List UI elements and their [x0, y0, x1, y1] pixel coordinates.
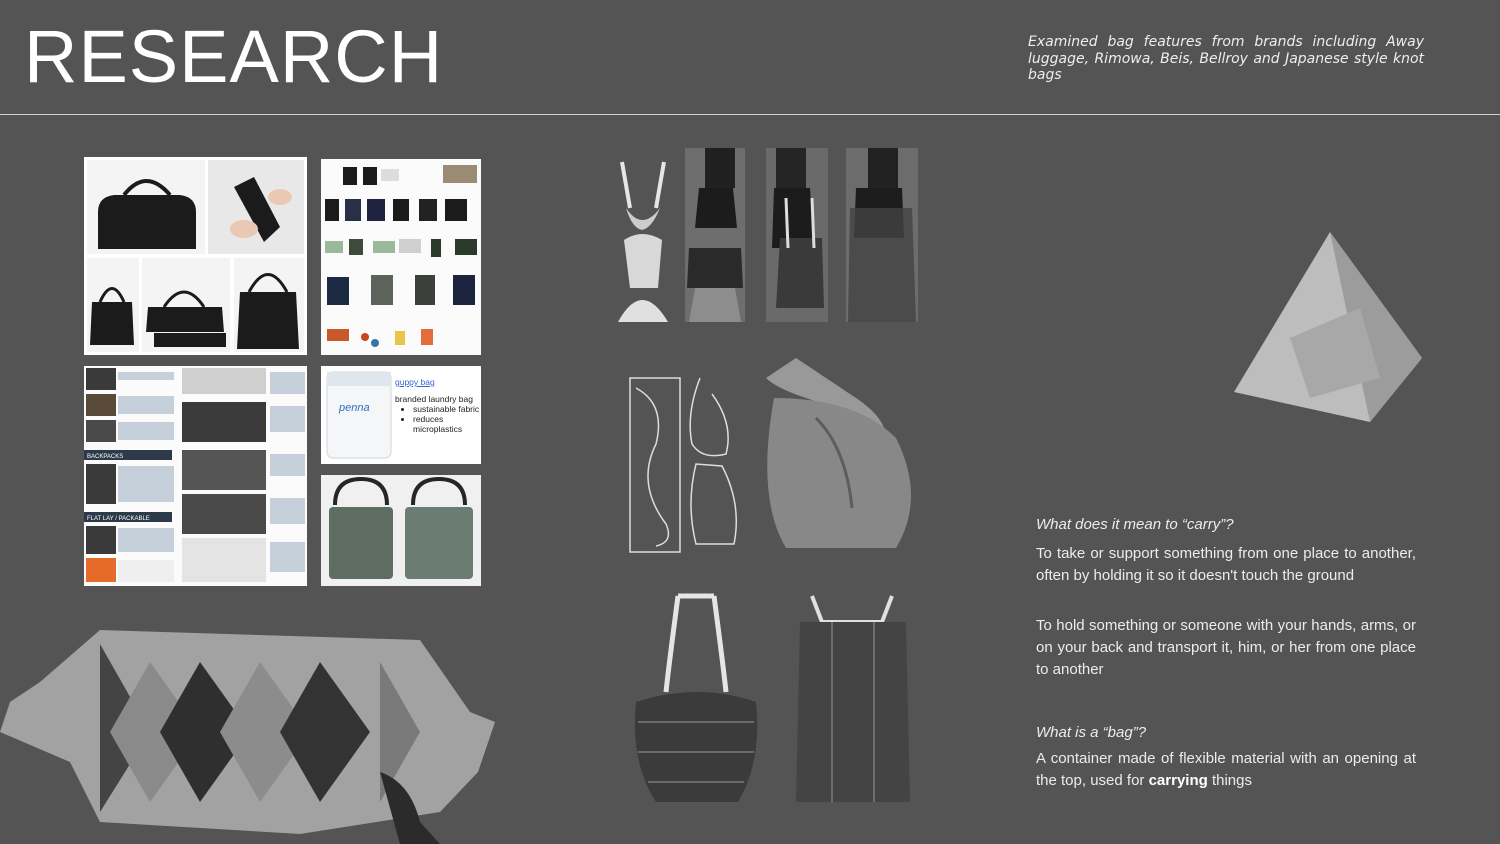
- backpacks-label: BACKPACKS: [87, 454, 124, 460]
- tote-bags-photo: [321, 475, 481, 586]
- duffel-bag-photos: [84, 157, 307, 355]
- laundry-bag-card: [321, 366, 481, 464]
- laundry-bag-bullets: [395, 404, 481, 434]
- penna-logo: penna: [339, 402, 370, 414]
- carry-definition-1: To take or support something from one place to another, often by holding it so it doesn't touch the ground: [1036, 545, 1416, 584]
- page-subtitle: Examined bag features from brands including Away luggage, Rimowa, Beis, Bellroy and Japanese style knot bags: [1028, 34, 1424, 83]
- green-tote-bags-image: [321, 475, 481, 586]
- flat-lay-label: FLAT LAY / PACKABLE: [87, 516, 150, 522]
- laundry-bag-photo: [325, 370, 393, 460]
- mesh-tote-bag-image: [792, 592, 914, 804]
- triangular-bag-image: [1230, 228, 1426, 422]
- bag-definition-bold: carrying: [1148, 772, 1208, 789]
- bag-features-collage: [84, 366, 307, 586]
- carry-question: What does it mean to “carry”?: [1036, 516, 1234, 533]
- carry-definition-2: To hold something or someone with your hands, arms, or on your back and transport it, him, or her from one place to another: [1036, 617, 1416, 678]
- feature-screenshot-photos: [84, 366, 307, 586]
- bag-definition: [1036, 748, 1416, 792]
- folded-pleated-bag-image: [0, 622, 500, 844]
- product-grid-photos: [321, 159, 481, 355]
- duffel-bag-collage: [84, 157, 307, 355]
- guppy-bag-link[interactable]: guppy bag: [395, 377, 435, 387]
- knot-bag-sketches-image: [612, 158, 674, 322]
- model-carrying-bag-1: [685, 148, 745, 322]
- bag-question: What is a “bag”?: [1036, 724, 1147, 741]
- bullet-item: • sustainable fabric: [413, 404, 481, 414]
- bullet-item: • reduces microplastics: [413, 414, 481, 434]
- header-divider: [0, 114, 1500, 115]
- model-carrying-bag-3: [846, 148, 918, 322]
- sewing-pattern-sketch: [626, 374, 746, 556]
- model-carrying-bag-2: [766, 148, 828, 322]
- bag-definition-end: things: [1207, 772, 1252, 789]
- laundry-bag-heading: branded laundry bag: [395, 394, 473, 404]
- mesh-shoulder-bag-image: [628, 592, 762, 804]
- bag-definition-text: A container made of flexible material with an opening at the top, used for: [1036, 750, 1416, 789]
- japanese-knot-bag-image: [756, 358, 920, 552]
- page-title: RESEARCH: [24, 15, 444, 98]
- product-grid-collage: [321, 159, 481, 355]
